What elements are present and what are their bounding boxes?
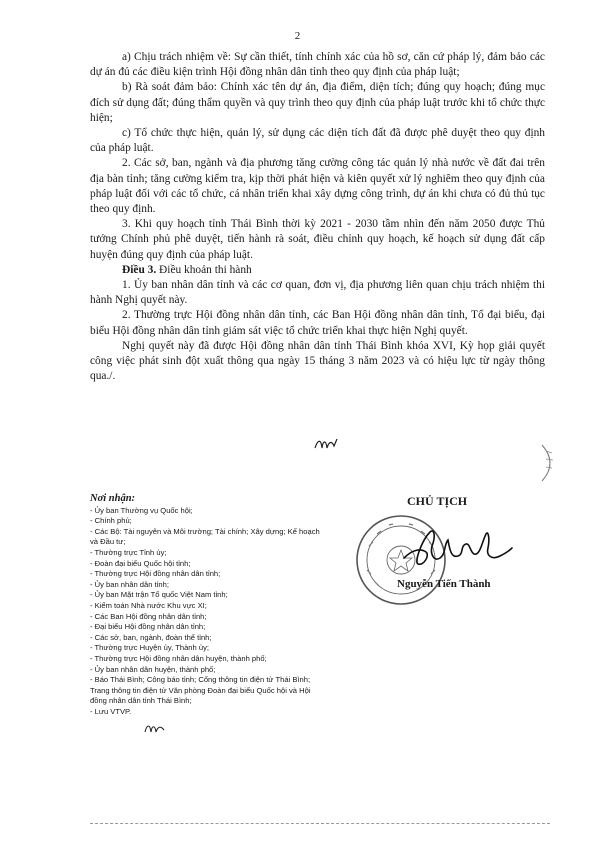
signer-title: CHỦ TỊCH (407, 494, 468, 508)
article-3-heading (90, 263, 545, 278)
initial-mark-icon (313, 436, 339, 452)
recipient-item: - Chính phủ; (90, 516, 132, 526)
recipient-item: - Các sở, ban, ngành, đoàn thể tỉnh; (90, 632, 212, 642)
article-3-label: Điều 3. (122, 263, 157, 276)
recipient-item: - Các Bộ: Tài nguyên và Môi trường; Tài chính; Xây dựng; Kế hoạch và Đầu tư; (90, 526, 320, 547)
recipient-item: - Thường trực Tỉnh ủy; (90, 547, 167, 557)
handwritten-signature-icon (400, 522, 515, 574)
recipient-item: - Ủy ban Thường vụ Quốc hội; (90, 505, 193, 515)
article-3-title: Điều khoản thi hành (159, 263, 252, 276)
recipients-title: Nơi nhận: (90, 493, 136, 504)
recipient-item: - Đại biểu Hội đồng nhân dân tỉnh; (90, 622, 206, 632)
document-body (90, 50, 545, 384)
recipient-item: - Các Ban Hội đồng nhân dân tỉnh; (90, 611, 207, 621)
article-3-item-2: 2. Thường trực Hội đồng nhân dân tỉnh, các Ban Hội đồng nhân dân tỉnh, Tổ đại biểu, đại biểu Hội đồng nhân dân tỉnh giám sát việc tổ chức triển khai thực hiện Nghị quyết. (90, 309, 545, 337)
clause-c: c) Tổ chức thực hiện, quản lý, sử dụng các diện tích đất đã được phê duyệt theo quy định của pháp luật. (90, 127, 545, 155)
recipient-item: - Báo Thái Bình; Công báo tỉnh; Cổng thông tin điện tử Thái Bình; Trang thông tin điện tử Văn phòng Đoàn đại biểu Quốc hội và Hội đồng nhân dân tỉnh Thái Bình; (90, 675, 311, 706)
recipient-item: - Ủy ban nhân dân tỉnh; (90, 579, 169, 589)
recipient-item: - Thường trực Hội đồng nhân dân huyện, thành phố; (90, 653, 267, 663)
recipients-list (90, 506, 320, 718)
item-2: 2. Các sở, ban, ngành và địa phương tăng cường công tác quản lý nhà nước về đất đai trên địa bàn tỉnh; tăng cường kiểm tra, kịp thời phát hiện và kiên quyết xử lý nghiêm theo quy định của pháp luật đối với các tổ chức, cá nhân triển khai xây dựng công trình, dự án khi chưa có đủ thủ tục theo quy định. (90, 157, 545, 216)
article-3-item-1: 1. Ủy ban nhân dân tỉnh và các cơ quan, đơn vị, địa phương liên quan chịu trách nhiệm thi hành Nghị quyết này. (90, 279, 545, 307)
item-3: 3. Khi quy hoạch tỉnh Thái Bình thời kỳ 2021 - 2030 tầm nhìn đến năm 2050 được Thủ tướng Chính phủ phê duyệt, tiến hành rà soát, điều chỉnh quy hoạch, kế hoạch sử dụng đất cấp huyện đúng quy định của pháp luật. (90, 218, 545, 261)
recipient-item: - Thường trực Huyện ủy, Thành ủy; (90, 643, 209, 653)
initial-mark-icon (144, 722, 166, 736)
recipient-item: - Kiểm toán Nhà nước Khu vực XI; (90, 600, 207, 610)
side-seal-icon (540, 443, 560, 483)
closing-paragraph: Nghị quyết này đã được Hội đồng nhân dân tỉnh Thái Bình khóa XVI, Kỳ họp giải quyết công việc phát sinh đột xuất thông qua ngày 15 tháng 3 năm 2023 và có hiệu lực từ ngày thông qua./. (90, 339, 545, 383)
recipient-item: - Ủy ban nhân dân huyện, thành phố; (90, 664, 216, 674)
recipient-item: - Thường trực Hội đồng nhân dân tỉnh; (90, 569, 221, 579)
signer-name: Nguyễn Tiến Thành (397, 578, 491, 590)
recipients-block (90, 494, 320, 717)
page-number: 2 (294, 30, 301, 42)
recipient-item: - Lưu VTVP. (90, 706, 132, 716)
page-bottom-edge (90, 823, 550, 824)
recipient-item: - Ủy ban Mặt trận Tổ quốc Việt Nam tỉnh; (90, 590, 228, 600)
clause-b: b) Rà soát đảm bảo: Chính xác tên dự án, địa điểm, diện tích; đúng quy hoạch; đúng mục đích sử dụng đất; đúng thẩm quyền và quy trình theo quy định của pháp luật trước khi tổ chức thực hiện; (90, 81, 545, 124)
recipient-item: - Đoàn đại biểu Quốc hội tỉnh; (90, 558, 191, 568)
clause-a: a) Chịu trách nhiệm về: Sự cần thiết, tính chính xác của hồ sơ, căn cứ pháp lý, đảm bảo các dự án đủ các điều kiện trình Hội đồng nhân dân tỉnh theo quy định của pháp luật; (90, 51, 545, 79)
